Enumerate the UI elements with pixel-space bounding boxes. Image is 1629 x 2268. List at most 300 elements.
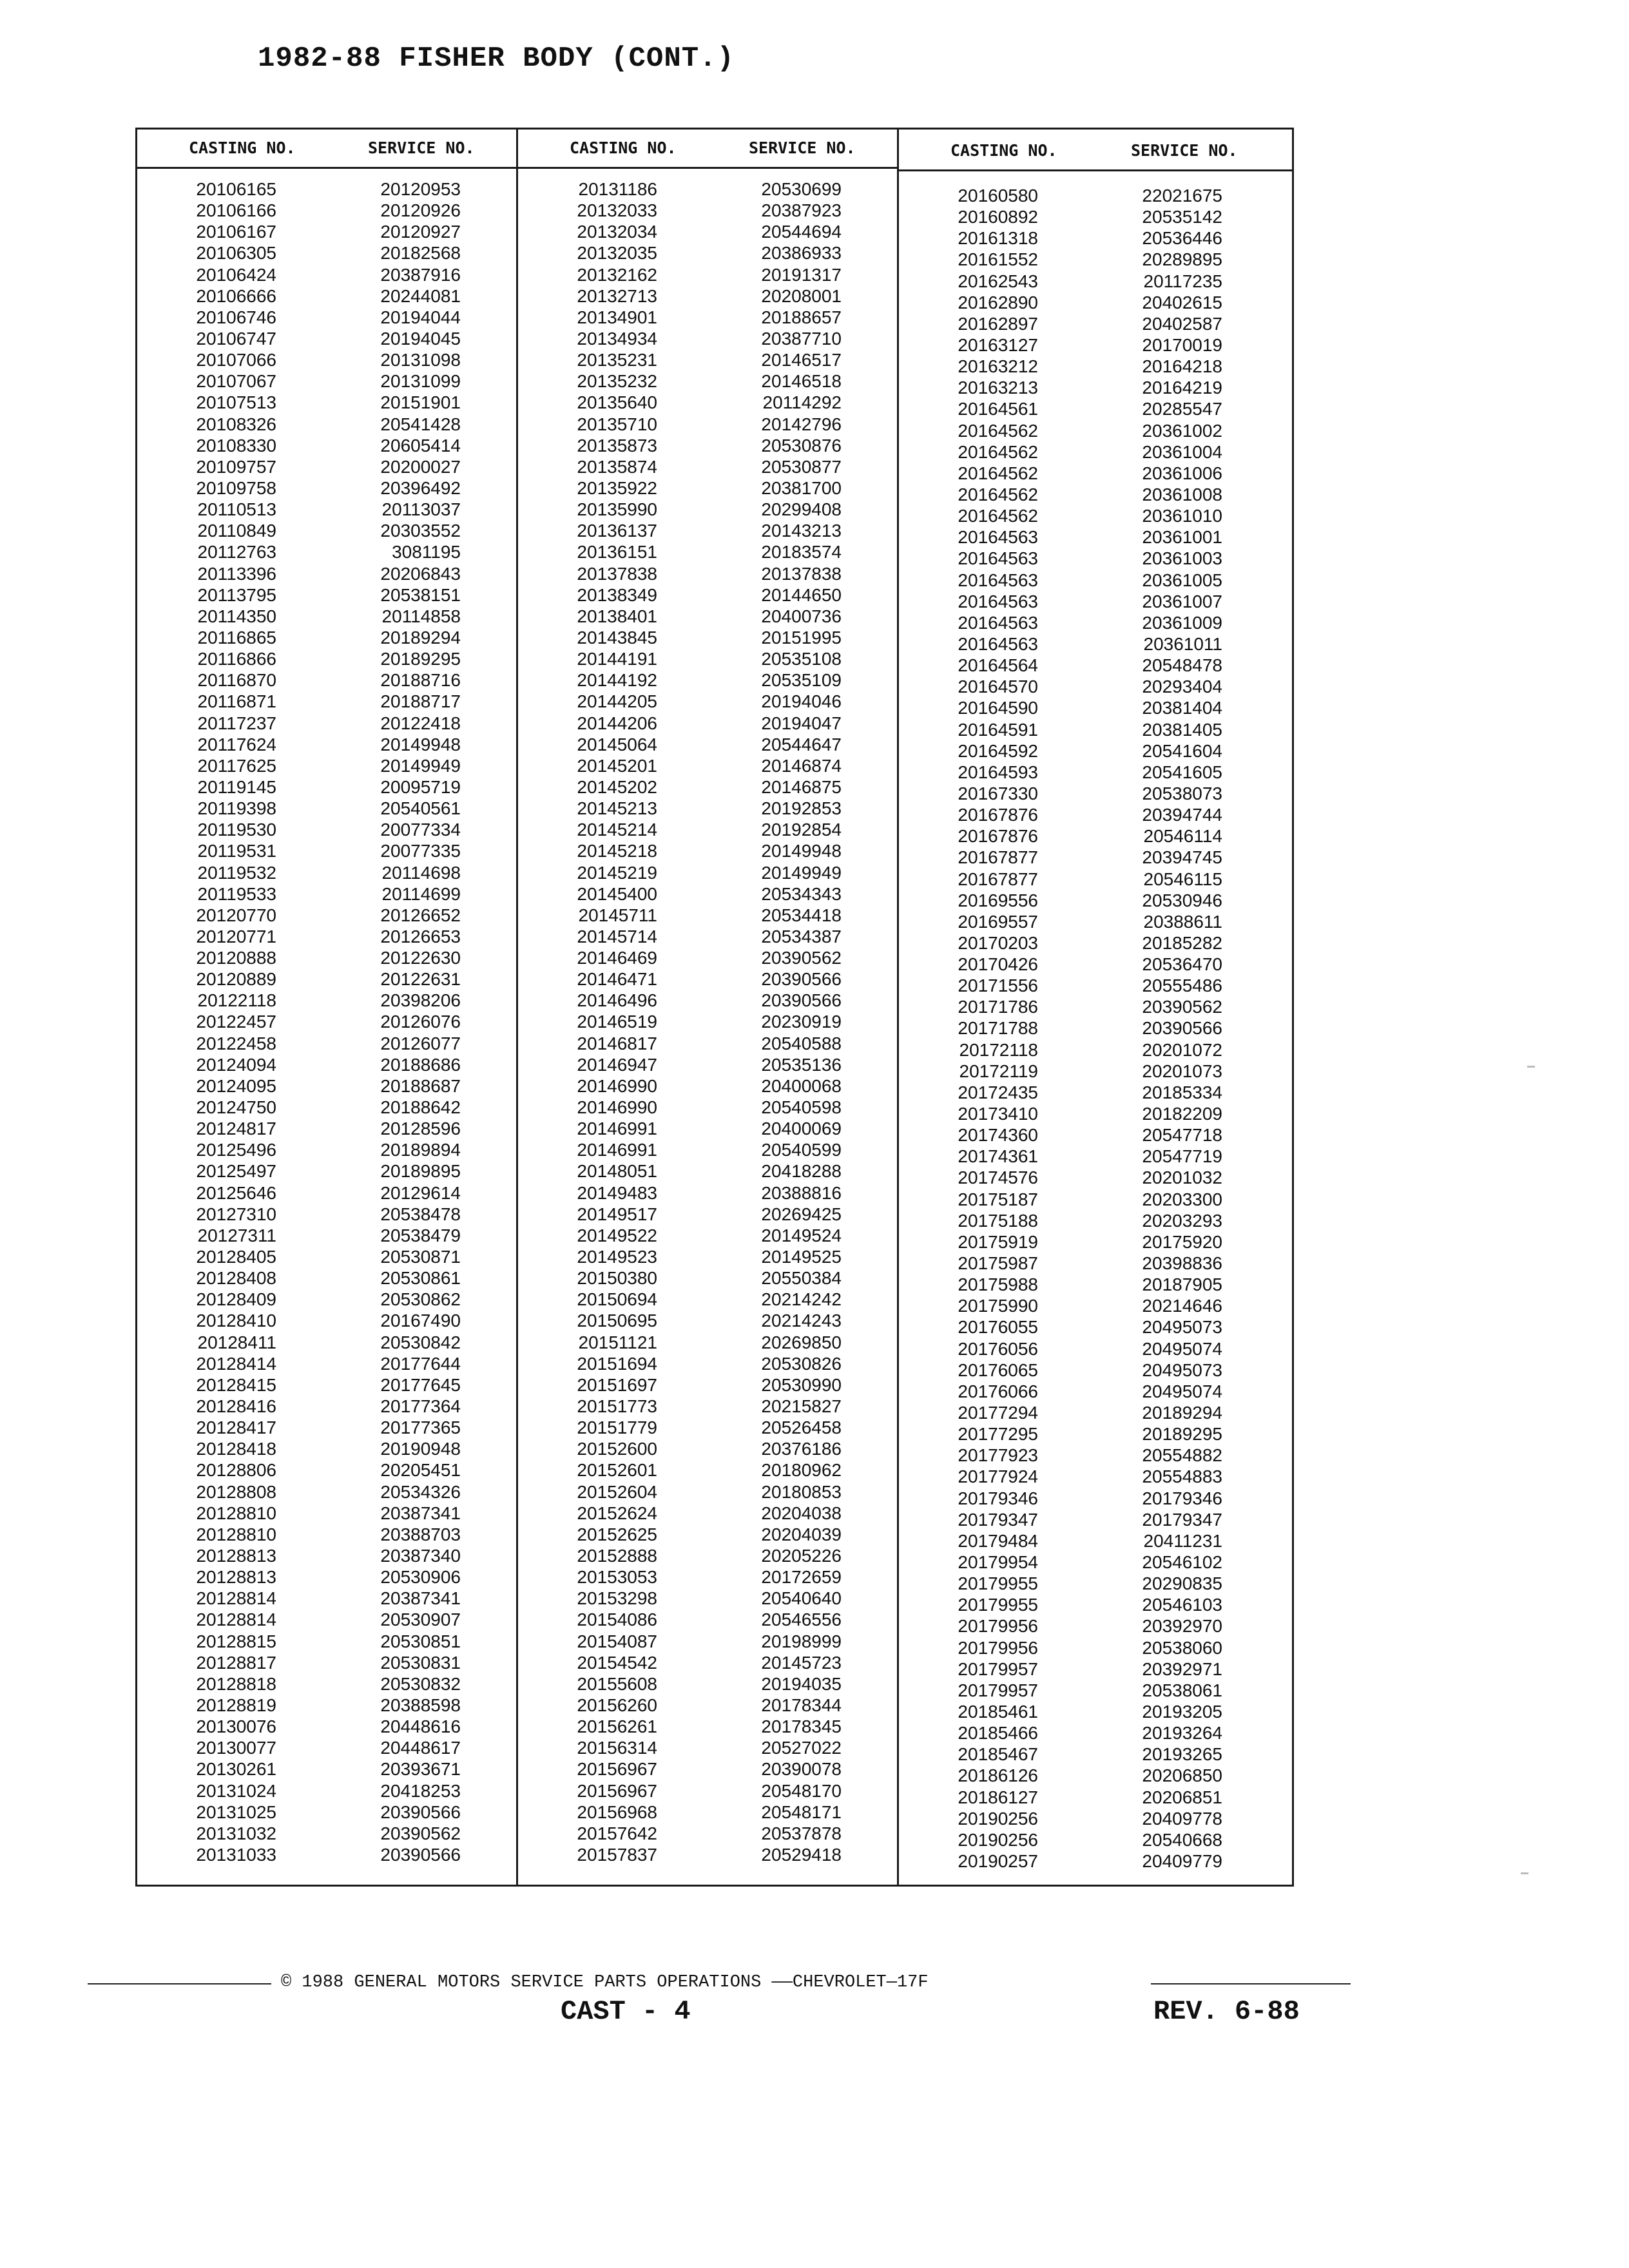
table-row — [899, 227, 1292, 249]
service-no-cell: 20193265 — [1142, 1744, 1222, 1765]
table-row — [899, 484, 1292, 505]
casting-no-cell: 20145202 — [577, 776, 657, 797]
table-row — [518, 1011, 897, 1032]
casting-no-cell: 20117624 — [197, 734, 276, 754]
service-no-cell: 20126653 — [380, 926, 461, 947]
casting-no-cell: 20107066 — [196, 350, 276, 370]
service-no-cell: 20448616 — [380, 1716, 461, 1737]
service-no-cell: 20387916 — [380, 264, 461, 285]
service-no-cell: 20381700 — [761, 477, 842, 498]
casting-no-cell: 20176066 — [958, 1381, 1038, 1401]
service-no-cell: 20530871 — [380, 1247, 461, 1267]
footer-rule-left — [88, 1983, 271, 1984]
table-row — [899, 334, 1292, 356]
service-no-cell: 20198999 — [761, 1631, 842, 1651]
table-row — [899, 1850, 1292, 1872]
service-no-cell: 20530990 — [761, 1374, 842, 1395]
table-row — [518, 627, 897, 648]
service-no-cell: 20172659 — [761, 1567, 842, 1588]
service-no-cell: 20409779 — [1142, 1850, 1222, 1871]
service-no-cell: 20194047 — [761, 713, 842, 733]
table-row — [518, 200, 897, 221]
casting-no-cell: 20120771 — [196, 926, 276, 947]
service-no-cell: 20143213 — [761, 521, 842, 541]
casting-no-cell: 20116866 — [197, 649, 276, 669]
table-row — [137, 1673, 516, 1695]
service-no-cell: 20546102 — [1142, 1552, 1222, 1572]
table-row — [137, 734, 516, 755]
casting-no-cell: 20156968 — [577, 1802, 657, 1822]
service-no-cell: 20390566 — [380, 1844, 461, 1865]
casting-no-cell: 20119533 — [197, 883, 276, 904]
table-row — [899, 1680, 1292, 1701]
casting-no-cell: 20164563 — [958, 591, 1038, 611]
casting-no-cell: 20132035 — [577, 243, 657, 264]
service-no-cell: 20183574 — [761, 542, 842, 562]
casting-no-cell: 20164593 — [958, 762, 1038, 782]
service-no-cell: 20530861 — [380, 1268, 461, 1289]
casting-no-cell: 20164590 — [958, 698, 1038, 718]
service-no-cell: 20122418 — [380, 713, 461, 733]
casting-no-cell: 20148051 — [577, 1161, 657, 1182]
table-row — [899, 548, 1292, 569]
service-no-cell: 20390566 — [380, 1802, 461, 1822]
service-no-cell: 20541428 — [380, 414, 461, 434]
casting-no-cell: 20172119 — [959, 1061, 1038, 1081]
service-no-cell: 20175920 — [1142, 1231, 1222, 1252]
table-row — [137, 1716, 516, 1737]
service-no-cell: 22021675 — [1142, 186, 1222, 206]
service-no-cell: 20390078 — [761, 1759, 842, 1780]
casting-no-cell: 20109757 — [196, 456, 276, 477]
service-no-cell: 20146518 — [761, 371, 842, 392]
casting-no-cell: 20146990 — [577, 1097, 657, 1118]
service-no-cell: 20409778 — [1142, 1808, 1222, 1829]
casting-no-cell: 20146469 — [577, 948, 657, 968]
service-no-cell: 20534387 — [761, 926, 842, 947]
scan-speck — [1527, 1066, 1535, 1068]
table-row — [137, 648, 516, 669]
table-row — [899, 847, 1292, 868]
table-row — [518, 242, 897, 264]
service-no-cell: 20137838 — [761, 563, 842, 584]
service-no-cell: 20530946 — [1142, 890, 1222, 910]
table-row — [518, 541, 897, 562]
service-no-cell: 20194035 — [761, 1673, 842, 1694]
casting-no-cell: 20153298 — [577, 1588, 657, 1609]
service-no-cell: 20381404 — [1142, 698, 1222, 718]
casting-no-cell: 20161318 — [958, 228, 1038, 249]
section-header — [137, 130, 516, 169]
table-row — [899, 1509, 1292, 1530]
casting-no-cell: 20150380 — [577, 1268, 657, 1289]
service-no-cell: 20386933 — [761, 243, 842, 264]
casting-no-cell: 20151694 — [577, 1353, 657, 1374]
table-row — [899, 1124, 1292, 1146]
casting-no-cell: 20130076 — [196, 1716, 276, 1737]
service-no-cell: 20546115 — [1143, 869, 1222, 889]
casting-no-cell: 20190257 — [958, 1850, 1038, 1871]
table-row — [137, 1631, 516, 1652]
service-no-cell: 20361011 — [1143, 633, 1222, 654]
table-row — [137, 1802, 516, 1823]
casting-no-cell: 20153053 — [577, 1567, 657, 1588]
table-row — [137, 1289, 516, 1310]
section-rows — [899, 185, 1292, 1872]
service-no-cell: 20206851 — [1142, 1787, 1222, 1807]
casting-no-cell: 20162897 — [958, 313, 1038, 334]
casting-no-cell: 20106166 — [196, 200, 276, 221]
casting-no-cell: 20167877 — [958, 847, 1038, 868]
table-row — [899, 1466, 1292, 1487]
service-no-cell: 20205226 — [761, 1546, 842, 1566]
service-no-cell: 20396492 — [380, 477, 461, 498]
casting-no-cell: 20128815 — [196, 1631, 276, 1651]
casting-no-cell: 20145064 — [577, 734, 657, 754]
service-no-cell: 20077334 — [380, 820, 461, 840]
table-row — [518, 990, 897, 1011]
casting-no-cell: 20130261 — [196, 1759, 276, 1780]
table-row — [137, 1545, 516, 1566]
table-row — [899, 398, 1292, 419]
table-row — [899, 463, 1292, 484]
service-no-cell: 20146874 — [761, 755, 842, 776]
casting-no-cell: 20134934 — [577, 328, 657, 349]
table-row — [899, 890, 1292, 911]
service-no-cell: 20204039 — [761, 1524, 842, 1544]
casting-no-cell: 20143845 — [577, 627, 657, 648]
service-no-cell: 20189894 — [380, 1140, 461, 1160]
service-no-cell: 20548170 — [761, 1780, 842, 1801]
table-row — [899, 1167, 1292, 1188]
table-row — [899, 1573, 1292, 1594]
table-row — [137, 221, 516, 242]
table-row — [137, 1417, 516, 1438]
service-no-cell: 20530826 — [761, 1353, 842, 1374]
service-no-cell: 20187905 — [1142, 1274, 1222, 1295]
table-row — [518, 221, 897, 242]
service-no-cell: 20244081 — [380, 285, 461, 306]
casting-no-cell: 20185466 — [958, 1723, 1038, 1744]
casting-no-cell: 20125497 — [196, 1161, 276, 1182]
casting-no-cell: 20155608 — [577, 1673, 657, 1694]
casting-no-cell: 20138349 — [577, 584, 657, 605]
service-no-cell: 20180962 — [761, 1460, 842, 1481]
table-row — [137, 755, 516, 776]
service-no-cell: 20526458 — [761, 1418, 842, 1438]
service-no-cell: 20387341 — [380, 1503, 461, 1523]
table-row — [137, 840, 516, 861]
service-no-cell: 20538060 — [1142, 1637, 1222, 1658]
casting-no-cell: 20156261 — [577, 1716, 657, 1737]
service-no-cell: 20388611 — [1143, 911, 1222, 932]
service-no-cell: 20448617 — [380, 1738, 461, 1758]
service-no-cell: 20182209 — [1142, 1104, 1222, 1124]
table-row — [137, 1160, 516, 1182]
table-row — [518, 1524, 897, 1545]
table-row — [137, 414, 516, 435]
casting-no-cell: 20117237 — [197, 713, 276, 733]
table-row — [899, 911, 1292, 932]
service-no-cell: 20178345 — [761, 1716, 842, 1737]
casting-no-cell: 20152600 — [577, 1439, 657, 1459]
service-no-cell: 20361005 — [1142, 570, 1222, 590]
table-row — [137, 1396, 516, 1417]
service-no-cell: 20077335 — [380, 841, 461, 861]
service-no-cell: 20180853 — [761, 1481, 842, 1502]
table-row — [518, 819, 897, 840]
table-row — [137, 307, 516, 328]
casting-no-cell: 20175188 — [958, 1210, 1038, 1231]
casting-no-cell: 20110513 — [197, 499, 276, 520]
service-no-cell: 20390566 — [761, 969, 842, 990]
table-row — [899, 740, 1292, 762]
service-no-cell: 20188657 — [761, 307, 842, 327]
service-no-cell: 20182568 — [380, 243, 461, 264]
casting-no-cell: 20128414 — [196, 1353, 276, 1374]
casting-no-cell: 20163212 — [958, 356, 1038, 377]
page-label: CAST - 4 — [561, 1996, 691, 2027]
service-no-cell: 20390566 — [761, 990, 842, 1011]
table-row — [899, 1488, 1292, 1509]
service-no-cell: 20151995 — [761, 627, 842, 648]
table-row — [137, 926, 516, 947]
table-row — [518, 1545, 897, 1566]
service-no-cell: 20214243 — [761, 1311, 842, 1331]
service-no-cell: 20495073 — [1142, 1317, 1222, 1338]
table-row — [518, 1695, 897, 1716]
casting-no-cell: 20122118 — [197, 990, 276, 1011]
service-no-cell: 20387340 — [380, 1546, 461, 1566]
casting-no-cell: 20164563 — [958, 633, 1038, 654]
table-row — [899, 1829, 1292, 1850]
table-row — [899, 975, 1292, 996]
service-no-cell: 20128596 — [380, 1119, 461, 1139]
service-no-cell: 20388703 — [380, 1524, 461, 1544]
casting-no-cell: 20179957 — [958, 1680, 1038, 1700]
casting-no-cell: 20175919 — [958, 1231, 1038, 1252]
table-row — [899, 1316, 1292, 1338]
casting-no-cell: 20119531 — [197, 841, 276, 861]
casting-no-cell: 20152604 — [577, 1481, 657, 1502]
table-row — [137, 477, 516, 499]
table-row — [899, 612, 1292, 633]
service-no-cell: 20530842 — [380, 1332, 461, 1352]
casting-no-cell: 20120770 — [196, 905, 276, 925]
table-row — [518, 968, 897, 990]
table-row — [137, 392, 516, 413]
service-no-cell: 20201072 — [1142, 1039, 1222, 1060]
table-row — [899, 1338, 1292, 1360]
table-row — [137, 1438, 516, 1459]
casting-no-cell: 20145213 — [577, 798, 657, 819]
casting-no-cell: 20128418 — [196, 1439, 276, 1459]
casting-no-cell: 20122457 — [196, 1012, 276, 1032]
service-no-cell: 20605414 — [380, 435, 461, 456]
table-row — [899, 1274, 1292, 1295]
table-row — [137, 883, 516, 905]
table-row — [137, 1737, 516, 1758]
service-no-cell: 20114699 — [381, 883, 461, 904]
table-row — [899, 1146, 1292, 1167]
casting-no-cell: 20144192 — [577, 670, 657, 691]
service-no-cell: 20167490 — [380, 1311, 461, 1331]
service-no-cell: 20548478 — [1142, 655, 1222, 676]
casting-no-cell: 20162890 — [958, 292, 1038, 312]
casting-no-cell: 20128808 — [196, 1481, 276, 1502]
table-row — [518, 499, 897, 520]
service-no-cell: 20495073 — [1142, 1360, 1222, 1380]
service-no-cell: 20538061 — [1142, 1680, 1222, 1700]
service-no-cell: 20376186 — [761, 1439, 842, 1459]
service-no-cell: 20185334 — [1142, 1082, 1222, 1102]
table-row — [518, 1823, 897, 1844]
casting-no-cell: 20186127 — [958, 1787, 1038, 1807]
table-row — [518, 563, 897, 584]
casting-no-cell: 20179956 — [958, 1637, 1038, 1658]
table-row — [518, 1503, 897, 1524]
table-row — [899, 1295, 1292, 1316]
casting-no-cell: 20185467 — [958, 1744, 1038, 1765]
service-no-cell: 20193205 — [1142, 1701, 1222, 1722]
service-no-cell: 20177644 — [380, 1353, 461, 1374]
service-no-cell: 20530831 — [380, 1652, 461, 1673]
service-no-cell: 20527022 — [761, 1738, 842, 1758]
casting-no-cell: 20174361 — [958, 1146, 1038, 1167]
table-row — [137, 1524, 516, 1545]
table-row — [899, 1701, 1292, 1722]
table-row — [137, 563, 516, 584]
service-no-cell: 20188642 — [380, 1097, 461, 1118]
casting-no-cell: 20146519 — [577, 1012, 657, 1032]
service-no-cell: 20189295 — [1142, 1424, 1222, 1445]
casting-no-cell: 20146947 — [577, 1054, 657, 1075]
service-no-cell: 20193264 — [1142, 1723, 1222, 1744]
table-row — [518, 1033, 897, 1054]
service-no-cell: 20149949 — [761, 862, 842, 883]
table-row — [518, 414, 897, 435]
casting-no-cell: 20116865 — [197, 627, 276, 648]
service-no-cell: 20535109 — [761, 670, 842, 691]
casting-no-cell: 20110849 — [197, 521, 276, 541]
casting-no-cell: 20106747 — [196, 328, 276, 349]
table-row — [137, 798, 516, 819]
casting-no-cell: 20179955 — [958, 1573, 1038, 1594]
table-row — [518, 926, 897, 947]
service-no-cell: 20411231 — [1143, 1530, 1222, 1551]
table-row — [518, 178, 897, 200]
casting-no-cell: 20179954 — [958, 1552, 1038, 1572]
service-no-cell: 20361002 — [1142, 420, 1222, 441]
service-no-header: SERVICE NO. — [368, 139, 475, 157]
casting-no-cell: 20124095 — [196, 1075, 276, 1096]
service-no-cell: 20203293 — [1142, 1210, 1222, 1231]
casting-no-cell: 20160892 — [958, 207, 1038, 227]
table-row — [518, 1588, 897, 1609]
table-row — [899, 1253, 1292, 1274]
service-no-cell: 20122630 — [380, 948, 461, 968]
service-no-cell: 20361001 — [1142, 527, 1222, 548]
service-no-cell: 20189895 — [380, 1161, 461, 1182]
footer-rule-right — [1151, 1983, 1351, 1984]
table-row — [137, 349, 516, 370]
service-no-cell: 20534326 — [380, 1481, 461, 1502]
table-row — [899, 825, 1292, 847]
casting-no-cell: 20149523 — [577, 1247, 657, 1267]
service-no-cell: 20388598 — [380, 1695, 461, 1715]
casting-no-cell: 20128411 — [197, 1332, 276, 1352]
casting-no-cell: 20128810 — [196, 1524, 276, 1544]
casting-no-cell: 20106666 — [196, 285, 276, 306]
table-row — [899, 1402, 1292, 1423]
casting-no-cell: 20119530 — [197, 820, 276, 840]
casting-no-cell: 20146991 — [577, 1140, 657, 1160]
service-no-cell: 20285547 — [1142, 399, 1222, 419]
table-row — [899, 1808, 1292, 1829]
table-row — [518, 1609, 897, 1630]
revision-label: REV. 6-88 — [1153, 1996, 1300, 2027]
casting-no-header: CASTING NO. — [570, 139, 677, 157]
table-row — [137, 584, 516, 606]
service-no-cell: 20149949 — [380, 755, 461, 776]
casting-no-cell: 20128814 — [196, 1610, 276, 1630]
table-row — [137, 606, 516, 627]
table-row — [899, 932, 1292, 954]
service-no-cell: 20131099 — [380, 371, 461, 392]
service-no-cell: 20142796 — [761, 414, 842, 434]
table-row — [137, 1588, 516, 1609]
service-no-cell: 20546114 — [1143, 826, 1222, 847]
service-no-cell: 20392971 — [1142, 1658, 1222, 1679]
table-row — [899, 1637, 1292, 1658]
table-row — [518, 456, 897, 477]
service-no-cell: 20189294 — [380, 627, 461, 648]
service-no-cell: 20146875 — [761, 776, 842, 797]
service-no-cell: 20530907 — [380, 1610, 461, 1630]
table-row — [518, 264, 897, 285]
casting-no-cell: 20116870 — [197, 670, 276, 691]
table-row — [899, 719, 1292, 740]
service-no-cell: 20188716 — [380, 670, 461, 691]
service-no-cell: 20390562 — [761, 948, 842, 968]
service-no-cell: 20203300 — [1142, 1189, 1222, 1209]
table-row — [137, 264, 516, 285]
table-row — [899, 206, 1292, 227]
table-row — [899, 869, 1292, 890]
table-row — [518, 1246, 897, 1267]
service-no-cell: 20530906 — [380, 1567, 461, 1588]
casting-no-cell: 20162543 — [958, 271, 1038, 291]
casting-no-cell: 20163127 — [958, 334, 1038, 355]
casting-no-cell: 20135990 — [577, 499, 657, 520]
service-no-cell: 20192853 — [761, 798, 842, 819]
casting-no-cell: 20186126 — [958, 1765, 1038, 1786]
service-no-cell: 20269850 — [761, 1332, 842, 1352]
table-row — [518, 713, 897, 734]
service-no-header: SERVICE NO. — [749, 139, 856, 157]
casting-no-cell: 20190256 — [958, 1829, 1038, 1850]
table-row — [137, 862, 516, 883]
table-row — [899, 697, 1292, 718]
casting-no-cell: 20124094 — [196, 1054, 276, 1075]
casting-no-cell: 20164570 — [958, 677, 1038, 697]
service-no-cell: 20554883 — [1142, 1466, 1222, 1487]
table-row — [137, 1118, 516, 1139]
section-rows — [518, 178, 897, 1865]
table-row — [518, 1716, 897, 1737]
table-row — [899, 1722, 1292, 1744]
casting-no-cell: 20174576 — [958, 1168, 1038, 1188]
